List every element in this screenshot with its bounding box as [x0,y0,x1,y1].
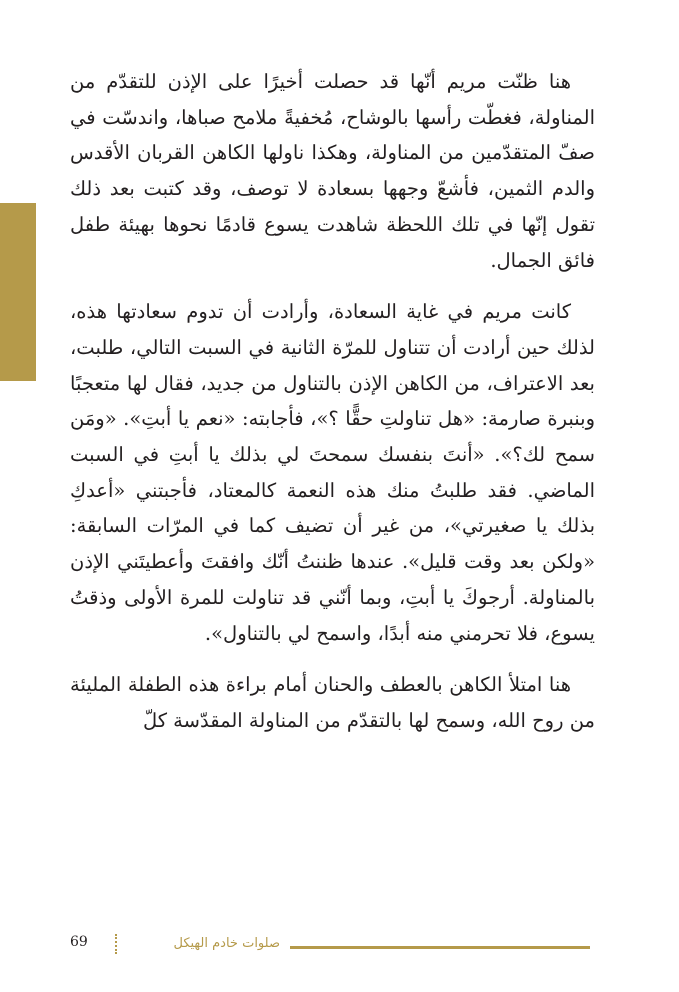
side-color-tab [0,203,36,381]
paragraph-3: هنا امتلأ الكاهن بالعطف والحنان أمام براءة هذه الطفلة المليئة من روح الله، وسمح لها بالتقدّم من المناولة المقدّسة كلّ [70,673,595,732]
footer-dotted-divider [115,934,120,954]
running-book-title: صلوات خادم الهيكل [173,936,280,951]
footer-gold-rule [290,946,590,949]
body-text [70,64,595,755]
page-number: 69 [70,934,88,950]
page-footer [0,930,679,960]
paragraph-2: كانت مريم في غاية السعادة، وأرادت أن تدوم سعادتها هذه، لذلك حين أرادت أن تتناول للمرّة الثانية في السبت التالي، طلبت، بعد الاعتراف، من الكاهن الإذن بالتناول من جديد، فقال لها متعجبًا وبنبرة صارمة: «هل تناولتِ حقًّا ؟»، فأجابته: «نعم يا أبتِ». «ومَن سمح لك؟». «أنتَ بنفسك سمحتَ لي بذلك يا أبتِ في السبت الماضي. فقد طلبتُ منك هذه النعمة كالمعتاد، فأجبتني «أعدكِ بذلك يا صغيرتي»، من غير أن تضيف كما في المرّات السابقة: «ولكن بعد وقت قليل». عندها ظننتُ أنّك وافقتَ وأعطيتَني الإذن بالمناولة. أرجوكَ يا أبتِ، وبما أنّني قد تناولت للمرة الأولى وذقتُ يسوع، فلا تحرمني منه أبدًا، واسمح لي بالتناول». [70,300,595,645]
paragraph-1: هنا ظنّت مريم أنّها قد حصلت أخيرًا على الإذن للتقدّم من المناولة، فغطّت رأسها بالوشاح، مُخفيةً ملامح صباها، واندسّت في صفّ المتقدّمين من المناولة، وهكذا ناولها الكاهن القربان الأقدس والدم الثمين، فأشعّ وجهها بسعادة لا توصف، وقد كتبت بعد ذلك تقول إنّها في تلك اللحظة شاهدت يسوع قادمًا نحوها بهيئة طفل فائق الجمال. [70,70,595,272]
